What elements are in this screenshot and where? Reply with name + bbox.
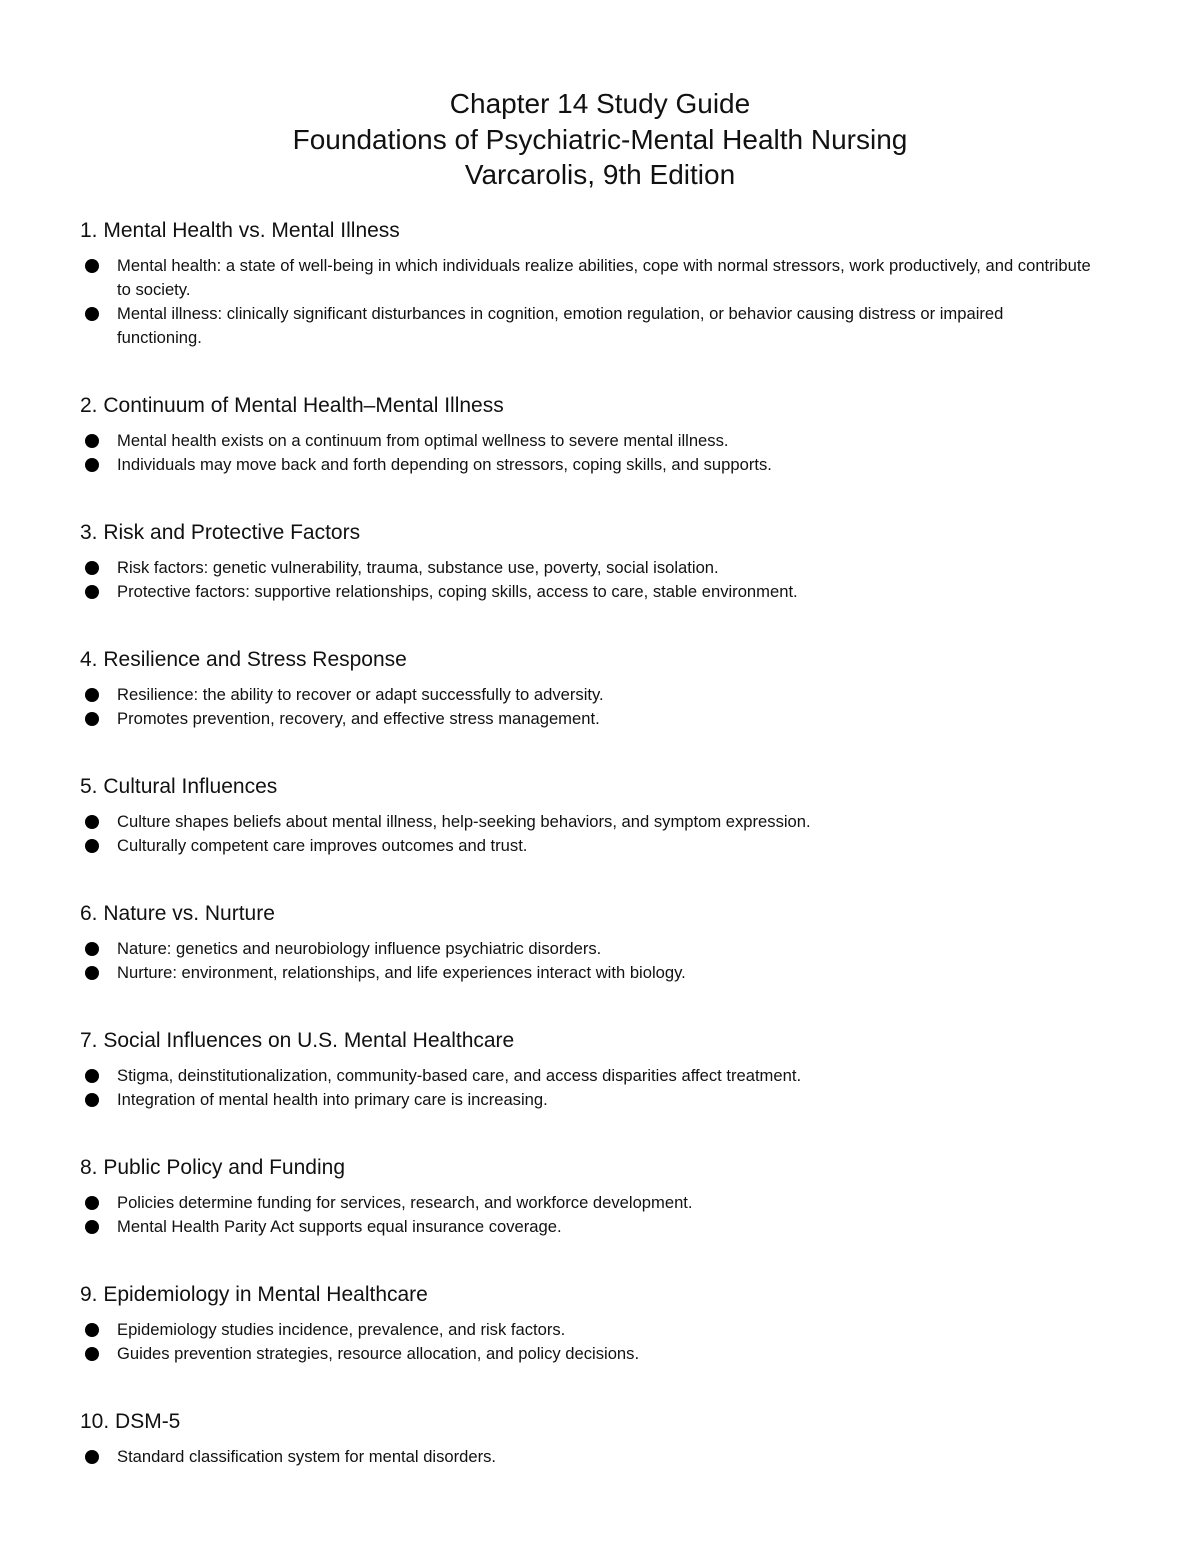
bullet-icon	[85, 1450, 99, 1464]
bullet-text: Individuals may move back and forth depending on stressors, coping skills, and supports.	[117, 455, 772, 474]
section-heading: 5. Cultural Influences	[80, 775, 278, 798]
bullet-text: Mental health exists on a continuum from optimal wellness to severe mental illness.	[117, 431, 729, 450]
bullet-icon	[85, 1069, 99, 1083]
bullet-icon	[85, 966, 99, 980]
bullet-text: Mental illness: clinically significant disturbances in cognition, emotion regulation, or behavior causing distress or impaired functioning.	[117, 304, 1004, 347]
section-heading: 3. Risk and Protective Factors	[80, 521, 361, 544]
bullet-list	[80, 1445, 1110, 1469]
list-item	[80, 1064, 1092, 1088]
bullet-text: Guides prevention strategies, resource allocation, and policy decisions.	[117, 1344, 640, 1363]
list-item	[80, 580, 1092, 604]
section	[80, 519, 1110, 604]
list-item	[80, 1342, 1092, 1366]
section-heading: 6. Nature vs. Nurture	[80, 902, 275, 925]
list-item	[80, 1088, 1092, 1112]
title-line-book: Foundations of Psychiatric-Mental Health Nursing	[292, 123, 908, 155]
bullet-text: Policies determine funding for services, research, and workforce development.	[117, 1193, 693, 1212]
section	[80, 646, 1110, 731]
section-heading: 7. Social Influences on U.S. Mental Healthcare	[80, 1029, 515, 1052]
bullet-list	[80, 937, 1110, 985]
section-heading: 4. Resilience and Stress Response	[80, 648, 407, 671]
bullet-text: Integration of mental health into primary care is increasing.	[117, 1090, 548, 1109]
bullet-icon	[85, 458, 99, 472]
bullet-icon	[85, 1196, 99, 1210]
bullet-list	[80, 429, 1110, 477]
section-heading: 9. Epidemiology in Mental Healthcare	[80, 1283, 428, 1306]
bullet-icon	[85, 1220, 99, 1234]
list-item	[80, 1318, 1092, 1342]
bullet-text: Culture shapes beliefs about mental illness, help-seeking behaviors, and symptom expression.	[117, 812, 811, 831]
list-item	[80, 961, 1092, 985]
section	[80, 1408, 1110, 1469]
bullet-icon	[85, 561, 99, 575]
bullet-icon	[85, 815, 99, 829]
list-item	[80, 453, 1092, 477]
section-heading: 10. DSM-5	[80, 1410, 181, 1433]
list-item	[80, 834, 1092, 858]
bullet-icon	[85, 307, 99, 321]
section	[80, 1154, 1110, 1239]
bullet-text: Epidemiology studies incidence, prevalence, and risk factors.	[117, 1320, 566, 1339]
section-heading: 2. Continuum of Mental Health–Mental Illness	[80, 394, 504, 417]
section	[80, 217, 1110, 350]
list-item	[80, 937, 1092, 961]
bullet-text: Nature: genetics and neurobiology influence psychiatric disorders.	[117, 939, 602, 958]
list-item	[80, 1445, 1092, 1469]
list-item	[80, 302, 1092, 350]
document-title	[0, 86, 1200, 193]
bullet-list	[80, 254, 1110, 350]
bullet-text: Mental Health Parity Act supports equal insurance coverage.	[117, 1217, 562, 1236]
bullet-list	[80, 683, 1110, 731]
bullet-icon	[85, 942, 99, 956]
section	[80, 1281, 1110, 1366]
section-heading: 1. Mental Health vs. Mental Illness	[80, 219, 400, 242]
bullet-list	[80, 1064, 1110, 1112]
list-item	[80, 810, 1092, 834]
bullet-list	[80, 556, 1110, 604]
bullet-list	[80, 810, 1110, 858]
section	[80, 773, 1110, 858]
list-item	[80, 707, 1092, 731]
title-line-chapter: Chapter 14 Study Guide	[449, 88, 751, 119]
bullet-list	[80, 1318, 1110, 1366]
bullet-text: Stigma, deinstitutionalization, community-based care, and access disparities affect treatment.	[117, 1066, 802, 1085]
bullet-icon	[85, 1347, 99, 1361]
bullet-text: Resilience: the ability to recover or adapt successfully to adversity.	[117, 685, 604, 704]
bullet-icon	[85, 688, 99, 702]
list-item	[80, 1215, 1092, 1239]
bullet-list	[80, 1191, 1110, 1239]
list-item	[80, 556, 1092, 580]
bullet-text: Nurture: environment, relationships, and life experiences interact with biology.	[117, 963, 686, 982]
bullet-text: Culturally competent care improves outcomes and trust.	[117, 836, 528, 855]
bullet-icon	[85, 259, 99, 273]
section	[80, 392, 1110, 477]
list-item	[80, 1191, 1092, 1215]
list-item	[80, 429, 1092, 453]
bullet-icon	[85, 712, 99, 726]
bullet-text: Promotes prevention, recovery, and effective stress management.	[117, 709, 600, 728]
study-guide-sections	[80, 217, 1110, 1511]
section-heading: 8. Public Policy and Funding	[80, 1156, 345, 1179]
list-item	[80, 683, 1092, 707]
bullet-icon	[85, 585, 99, 599]
list-item	[80, 254, 1092, 302]
bullet-icon	[85, 839, 99, 853]
bullet-icon	[85, 434, 99, 448]
bullet-icon	[85, 1323, 99, 1337]
bullet-text: Protective factors: supportive relationships, coping skills, access to care, stable environment.	[117, 582, 798, 601]
bullet-text: Standard classification system for mental disorders.	[117, 1447, 497, 1466]
bullet-icon	[85, 1093, 99, 1107]
section	[80, 900, 1110, 985]
title-line-edition: Varcarolis, 9th Edition	[464, 159, 736, 190]
bullet-text: Mental health: a state of well-being in which individuals realize abilities, cope with normal stressors, work productively, and contribute to society.	[117, 256, 1091, 299]
section	[80, 1027, 1110, 1112]
bullet-text: Risk factors: genetic vulnerability, trauma, substance use, poverty, social isolation.	[117, 558, 719, 577]
